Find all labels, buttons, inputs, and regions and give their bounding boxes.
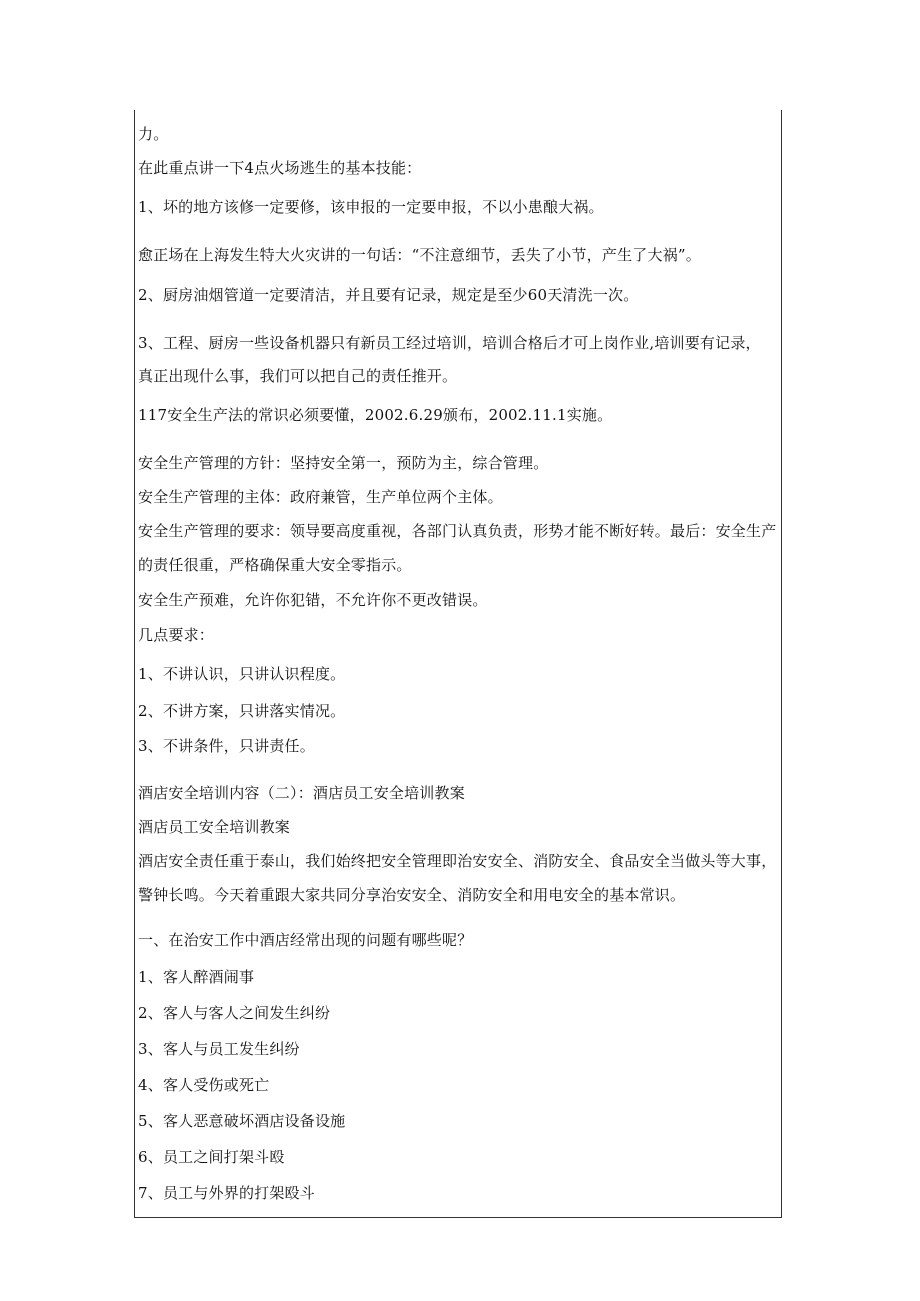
list-item: 1、客人醉酒闹事: [138, 968, 255, 986]
paragraph-line: 117安全生产法的常识必须要懂，2002.6.29颁布，2002.11.1实施。: [138, 406, 613, 424]
paragraph-line: 真正出现什么事，我们可以把自己的责任推开。: [138, 367, 458, 385]
paragraph-line: 安全生产预难，允许你犯错，不允许你不更改错误。: [138, 591, 488, 609]
list-item: 2、不讲方案，只讲落实情况。: [138, 702, 346, 720]
paragraph-line: 愈正场在上海发生特大火灾讲的一句话：“不注意细节，丢失了小节，产生了大祸”。: [138, 246, 701, 264]
list-item: 4、客人受伤或死亡: [138, 1076, 270, 1094]
list-item: 7、员工与外界的打架殴斗: [138, 1184, 315, 1202]
paragraph-line: 酒店安全责任重于泰山，我们始终把安全管理即治安安全、消防安全、食品安全当做头等大事，: [138, 852, 777, 870]
paragraph-line: 2、厨房油烟管道一定要清洁，并且要有记录，规定是至少60天清洗一次。: [138, 286, 639, 304]
paragraph-line: 一、在治安工作中酒店经常出现的问题有哪些呢？: [138, 931, 473, 949]
list-item: 3、不讲条件，只讲责任。: [138, 737, 315, 755]
paragraph-line: 力。: [138, 125, 169, 143]
paragraph-line: 3、工程、厨房一些设备机器只有新员工经过培训，培训合格后才可上岗作业,培训要有记录，: [138, 334, 761, 352]
list-item: 6、员工之间打架斗殴: [138, 1148, 285, 1166]
section-subheading: 酒店员工安全培训教案: [138, 818, 291, 836]
paragraph-line: 安全生产管理的方针：坚持安全第一，预防为主，综合管理。: [138, 454, 549, 472]
paragraph-line: 的责任很重，严格确保重大安全零指示。: [138, 556, 412, 574]
list-item: 2、客人与客人之间发生纠纷: [138, 1004, 331, 1022]
paragraph-line: 1、坏的地方该修一定要修，该申报的一定要申报，不以小患酿大祸。: [138, 198, 604, 216]
paragraph-line: 安全生产管理的主体：政府兼管，生产单位两个主体。: [138, 488, 503, 506]
list-item: 5、客人恶意破坏酒店设备设施: [138, 1112, 346, 1130]
paragraph-line: 安全生产管理的要求：领导要高度重视，各部门认真负责，形势才能不断好转。最后：安全生产: [138, 522, 777, 540]
paragraph-line: 在此重点讲一下4点火场逃生的基本技能：: [138, 159, 422, 177]
paragraph-line: 几点要求：: [138, 626, 215, 644]
section-heading: 酒店安全培训内容（二）：酒店员工安全培训教案: [138, 784, 465, 802]
paragraph-line: 警钟长鸣。今天着重跟大家共同分享治安安全、消防安全和用电安全的基本常识。: [138, 886, 686, 904]
list-item: 3、客人与员工发生纠纷: [138, 1040, 300, 1058]
list-item: 1、不讲认识，只讲认识程度。: [138, 665, 346, 683]
